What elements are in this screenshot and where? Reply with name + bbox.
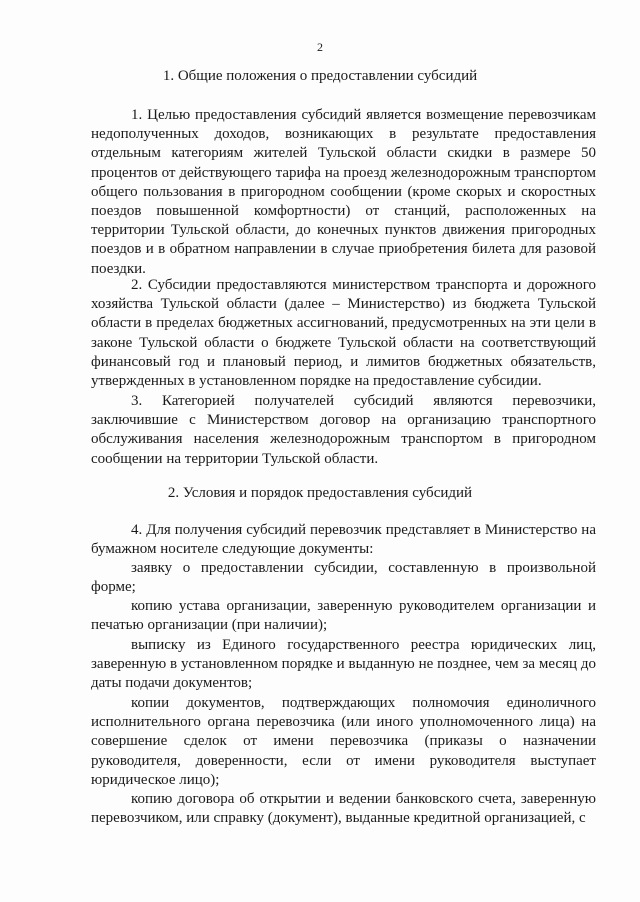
list-item-authority-documents: копии документов, подтверждающих полномочия единоличного исполнительного органа перевозчика (или иного уполномоченного лица) на совершение сделок от имени перевозчика (приказы о назначении руководителя, доверенности, если от имени руководителя выступает юридическое лицо); xyxy=(91,695,596,788)
section-2-heading: 2. Условия и порядок предоставления субсидий xyxy=(167,485,473,501)
list-item-bank-account: копию договора об открытии и ведении банковского счета, заверенную перевозчиком, или справку (документ), выданные кредитной организацией, с xyxy=(91,791,596,827)
section-1-heading: 1. Общие положения о предоставлении субсидий xyxy=(162,68,478,84)
list-item-application: заявку о предоставлении субсидии, составленную в произвольной форме; xyxy=(91,560,596,596)
paragraph-3: 3. Категорией получателей субсидий являются перевозчики, заключившие с Министерством договор на организацию транспортного обслуживания населения железнодорожным транспортом в пригородном сообщении на территории Тульской области. xyxy=(91,393,596,467)
list-item-charter-copy: копию устава организации, заверенную руководителем организации и печатью организации (при наличии); xyxy=(91,598,596,634)
paragraph-4: 4. Для получения субсидий перевозчик представляет в Министерство на бумажном носителе следующие документы: xyxy=(91,522,596,558)
page-number: 2 xyxy=(317,40,323,54)
paragraph-1: 1. Целью предоставления субсидий является возмещение перевозчикам недополученных доходов, возникающих в результате предоставления отдельным категориям жителей Тульской области скидки в размере 50 процентов от действующего тарифа на проезд железнодорожным транспортом общего пользования в пригородном сообщении (кроме скорых и скоростных поездов повышенной комфортности) от станций, расположенных на территории Тульской области, до конечных пунктов движения пригородных поездов и в обратном направлении в случае приобретения билета для разовой поездки. xyxy=(91,107,596,277)
list-item-registry-extract: выписку из Единого государственного реестра юридических лиц, заверенную в установленном порядке и выданную не позднее, чем за месяц до даты подачи документов; xyxy=(91,637,596,692)
paragraph-2: 2. Субсидии предоставляются министерством транспорта и дорожного хозяйства Тульской области (далее – Министерство) из бюджета Тульской области в пределах бюджетных ассигнований, предусмотренных на эти цели в законе Тульской области о бюджете Тульской области на соответствующий финансовый год и плановый период, и лимитов бюджетных обязательств, утвержденных в установленном порядке на предоставление субсидии. xyxy=(91,277,596,390)
